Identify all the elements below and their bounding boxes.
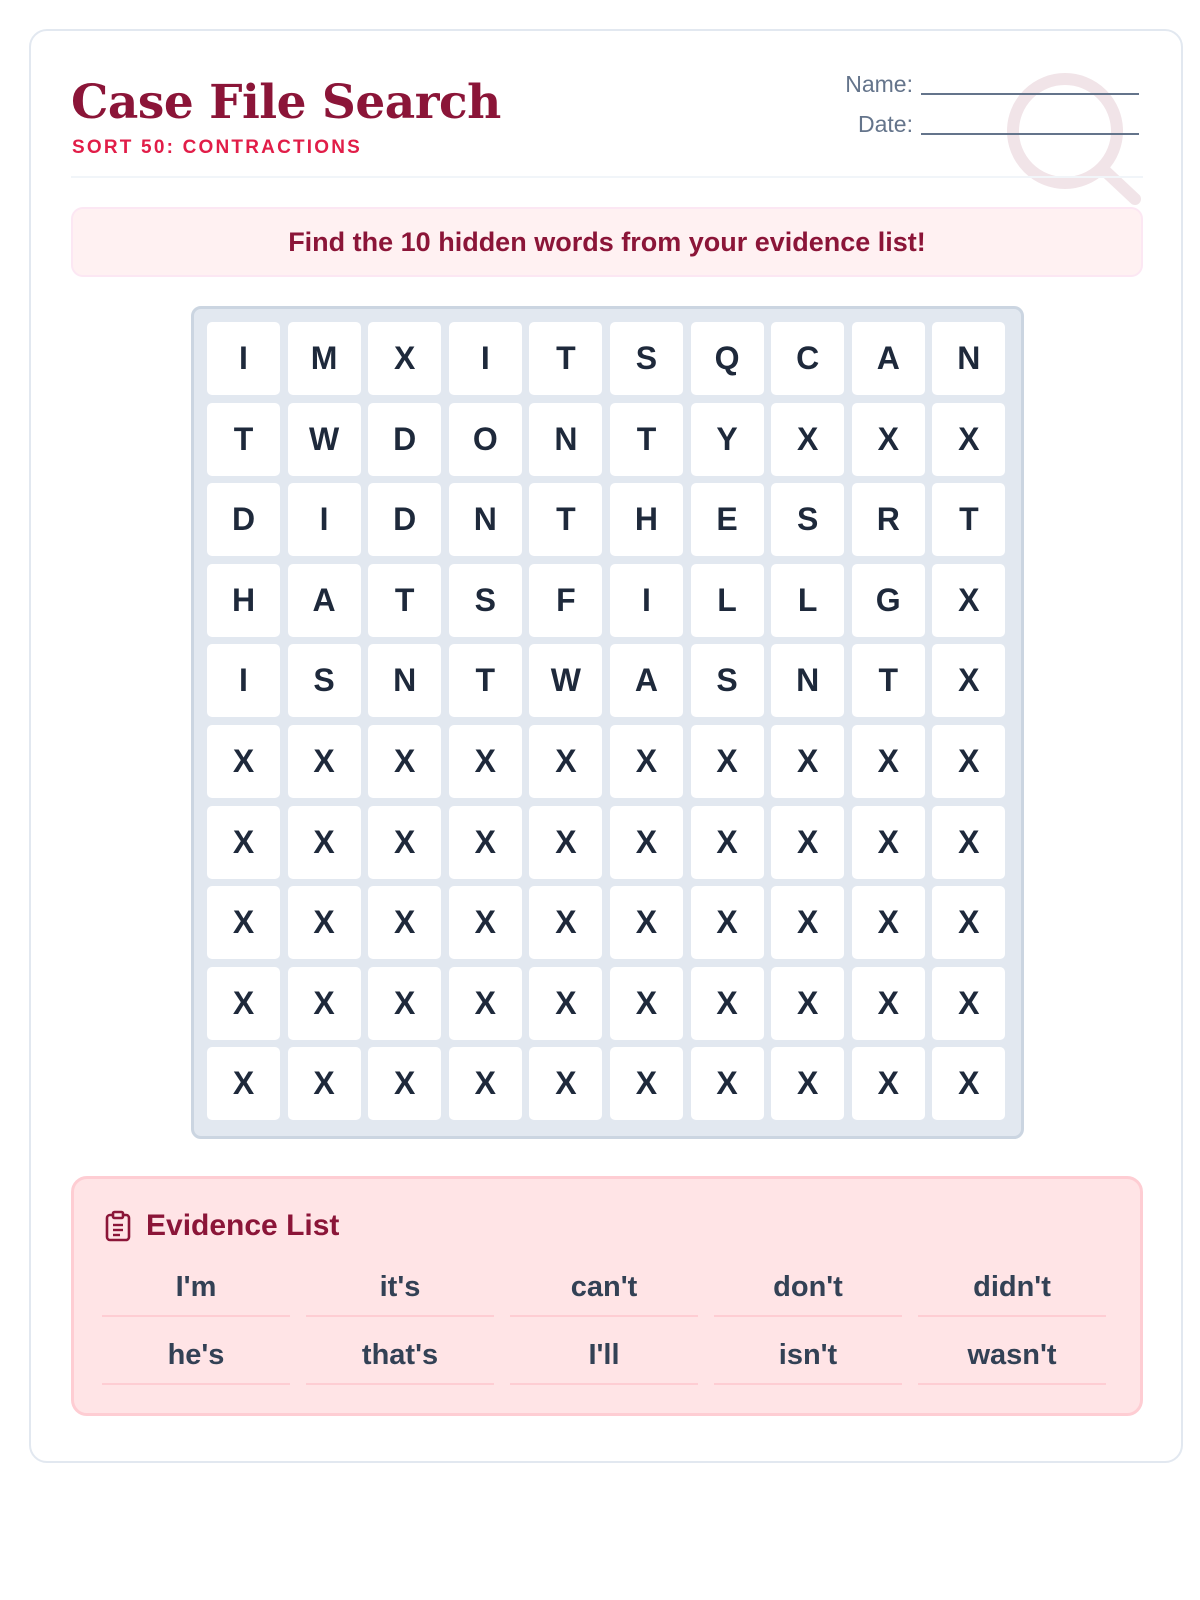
grid-cell[interactable]: N xyxy=(368,644,441,717)
grid-cell[interactable]: X xyxy=(852,967,925,1040)
grid-cell[interactable]: T xyxy=(529,322,602,395)
grid-cell[interactable]: X xyxy=(449,1047,522,1120)
grid-cell[interactable]: X xyxy=(932,725,1005,798)
instructions-text: Find the 10 hidden words from your evidence list! xyxy=(288,226,926,257)
grid-cell[interactable]: F xyxy=(529,564,602,637)
grid-cell[interactable]: X xyxy=(288,806,361,879)
grid-cell[interactable]: X xyxy=(771,725,844,798)
grid-cell[interactable]: X xyxy=(207,886,280,959)
evidence-title: Evidence List xyxy=(146,1209,340,1242)
grid-cell[interactable]: X xyxy=(771,886,844,959)
grid-cell[interactable]: I xyxy=(207,644,280,717)
grid-cell[interactable]: X xyxy=(449,886,522,959)
grid-cell[interactable]: X xyxy=(691,1047,764,1120)
grid-cell[interactable]: X xyxy=(529,967,602,1040)
evidence-word: I'll xyxy=(510,1327,698,1385)
grid-cell[interactable]: X xyxy=(207,1047,280,1120)
grid-cell[interactable]: A xyxy=(852,322,925,395)
evidence-word: don't xyxy=(714,1259,902,1317)
grid-cell[interactable]: I xyxy=(288,483,361,556)
grid-cell[interactable]: X xyxy=(288,967,361,1040)
grid-cell[interactable]: X xyxy=(610,967,683,1040)
grid-cell[interactable]: X xyxy=(852,725,925,798)
grid-cell[interactable]: T xyxy=(368,564,441,637)
grid-cell[interactable]: X xyxy=(207,725,280,798)
grid-cell[interactable]: W xyxy=(288,403,361,476)
grid-cell[interactable]: S xyxy=(771,483,844,556)
grid-cell[interactable]: X xyxy=(368,725,441,798)
grid-cell[interactable]: N xyxy=(771,644,844,717)
grid-cell[interactable]: X xyxy=(771,967,844,1040)
grid-cell[interactable]: X xyxy=(288,725,361,798)
grid-cell[interactable]: X xyxy=(368,967,441,1040)
grid-cell[interactable]: I xyxy=(449,322,522,395)
evidence-word: he's xyxy=(102,1327,290,1385)
evidence-header xyxy=(104,1209,339,1243)
grid-cell[interactable]: H xyxy=(610,483,683,556)
grid-cell[interactable]: X xyxy=(368,806,441,879)
grid-cell[interactable]: D xyxy=(368,403,441,476)
grid-cell[interactable]: X xyxy=(932,1047,1005,1120)
grid-cell[interactable]: L xyxy=(691,564,764,637)
grid-cell[interactable]: X xyxy=(449,967,522,1040)
grid-cell[interactable]: X xyxy=(932,967,1005,1040)
worksheet-card xyxy=(29,29,1183,1463)
evidence-word: wasn't xyxy=(918,1327,1106,1385)
grid-cell[interactable]: X xyxy=(771,1047,844,1120)
grid-cell[interactable]: X xyxy=(207,806,280,879)
grid-cell[interactable]: C xyxy=(771,322,844,395)
page-subtitle: SORT 50: CONTRACTIONS xyxy=(72,137,363,158)
grid-cell[interactable]: X xyxy=(691,886,764,959)
grid-cell[interactable]: X xyxy=(932,403,1005,476)
grid-cell[interactable]: X xyxy=(449,806,522,879)
grid-cell[interactable]: S xyxy=(691,644,764,717)
grid-cell[interactable]: T xyxy=(610,403,683,476)
date-field[interactable] xyxy=(858,111,1139,138)
grid-cell[interactable]: N xyxy=(529,403,602,476)
page-title: Case File Search xyxy=(71,75,501,130)
grid-cell[interactable]: X xyxy=(852,403,925,476)
evidence-word: that's xyxy=(306,1327,494,1385)
clipboard-icon xyxy=(104,1210,132,1242)
grid-cell[interactable]: X xyxy=(932,806,1005,879)
grid-cell[interactable]: X xyxy=(529,886,602,959)
grid-cell[interactable]: X xyxy=(852,886,925,959)
grid-cell[interactable]: X xyxy=(368,322,441,395)
grid-cell[interactable]: I xyxy=(610,564,683,637)
grid-cell[interactable]: X xyxy=(288,886,361,959)
grid-cell[interactable]: L xyxy=(771,564,844,637)
grid-cell[interactable]: X xyxy=(852,806,925,879)
letter-grid xyxy=(191,306,1024,1139)
grid-cell[interactable]: X xyxy=(610,1047,683,1120)
evidence-word: I'm xyxy=(102,1259,290,1317)
grid-cell[interactable]: X xyxy=(529,806,602,879)
grid-cell[interactable]: N xyxy=(449,483,522,556)
grid-cell[interactable]: X xyxy=(207,967,280,1040)
grid-cell[interactable]: R xyxy=(852,483,925,556)
header-divider xyxy=(71,176,1143,178)
grid-cell[interactable]: T xyxy=(529,483,602,556)
grid-cell[interactable]: D xyxy=(207,483,280,556)
grid-cell[interactable]: X xyxy=(771,403,844,476)
grid-cell[interactable]: T xyxy=(449,644,522,717)
grid-cell[interactable]: I xyxy=(207,322,280,395)
grid-cell[interactable]: G xyxy=(852,564,925,637)
grid-cell[interactable]: X xyxy=(610,886,683,959)
grid-cell[interactable]: T xyxy=(852,644,925,717)
grid-cell[interactable]: E xyxy=(691,483,764,556)
grid-cell[interactable]: X xyxy=(932,564,1005,637)
evidence-word: can't xyxy=(510,1259,698,1317)
grid-cell[interactable]: A xyxy=(610,644,683,717)
grid-cell[interactable]: Q xyxy=(691,322,764,395)
grid-cell[interactable]: H xyxy=(207,564,280,637)
grid-cell[interactable]: X xyxy=(691,967,764,1040)
grid-cell[interactable]: X xyxy=(610,725,683,798)
grid-cell[interactable]: Y xyxy=(691,403,764,476)
evidence-word: isn't xyxy=(714,1327,902,1385)
grid-cell[interactable]: D xyxy=(368,483,441,556)
name-field[interactable] xyxy=(845,71,1139,98)
evidence-list-panel xyxy=(71,1176,1143,1416)
grid-cell[interactable]: N xyxy=(932,322,1005,395)
instructions-banner xyxy=(71,207,1143,277)
grid-cell[interactable]: O xyxy=(449,403,522,476)
grid-cell[interactable]: A xyxy=(288,564,361,637)
grid-cell[interactable]: X xyxy=(691,806,764,879)
name-label: Name: xyxy=(845,71,913,97)
evidence-word: it's xyxy=(306,1259,494,1317)
grid-cell[interactable]: X xyxy=(691,725,764,798)
grid-cell[interactable]: X xyxy=(288,1047,361,1120)
grid-cell[interactable]: X xyxy=(368,1047,441,1120)
grid-cell[interactable]: X xyxy=(932,644,1005,717)
grid-cell[interactable]: M xyxy=(288,322,361,395)
date-label: Date: xyxy=(858,111,913,137)
grid-cell[interactable]: T xyxy=(207,403,280,476)
grid-cell[interactable]: X xyxy=(610,806,683,879)
grid-cell[interactable]: X xyxy=(368,886,441,959)
grid-cell[interactable]: T xyxy=(932,483,1005,556)
grid-cell[interactable]: S xyxy=(288,644,361,717)
grid-cell[interactable]: S xyxy=(610,322,683,395)
grid-cell[interactable]: X xyxy=(529,725,602,798)
evidence-words xyxy=(102,1259,1112,1385)
grid-cell[interactable]: X xyxy=(449,725,522,798)
grid-cell[interactable]: X xyxy=(932,886,1005,959)
grid-cell[interactable]: S xyxy=(449,564,522,637)
grid-cell[interactable]: W xyxy=(529,644,602,717)
evidence-word: didn't xyxy=(918,1259,1106,1317)
grid-cell[interactable]: X xyxy=(852,1047,925,1120)
grid-cell[interactable]: X xyxy=(771,806,844,879)
date-line xyxy=(921,132,1139,135)
grid-cell[interactable]: X xyxy=(529,1047,602,1120)
name-line xyxy=(921,92,1139,95)
